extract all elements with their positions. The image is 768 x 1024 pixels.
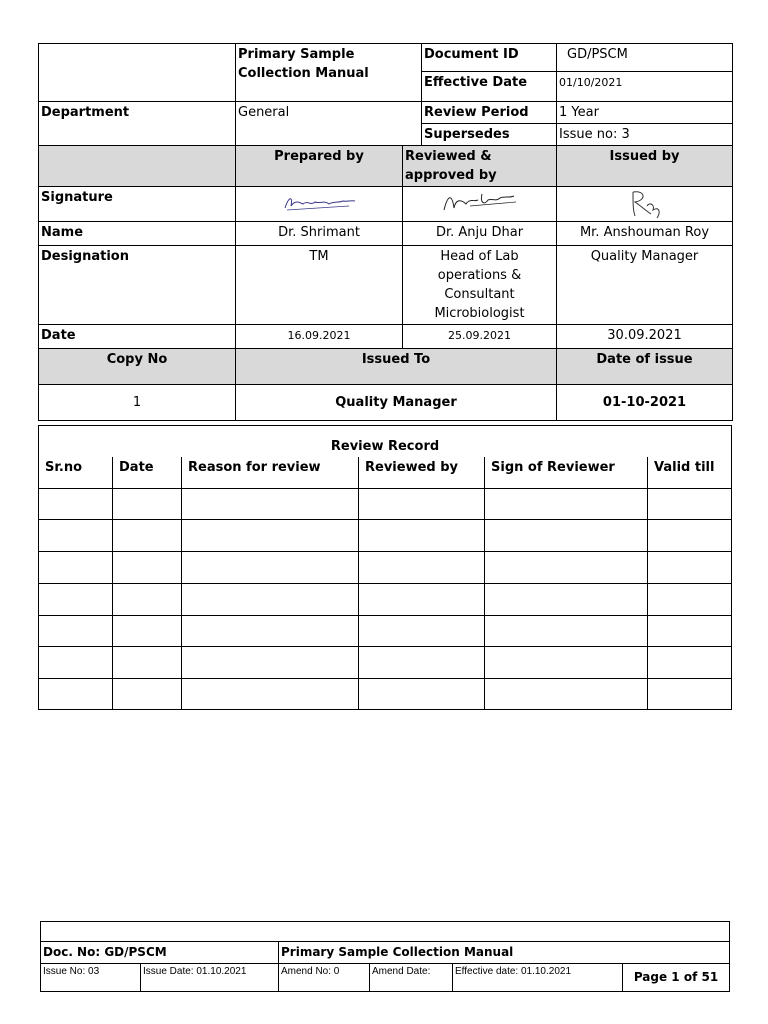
footer-doc-no: Doc. No: GD/PSCM [41, 942, 279, 964]
effective-date-value: 01/10/2021 [557, 72, 733, 102]
review-record-title: Review Record [39, 426, 732, 457]
signature-label: Signature [39, 187, 236, 222]
prepared-name: Dr. Shrimant [236, 222, 403, 246]
date-of-issue-header: Date of issue [557, 349, 733, 385]
document-id-value: GD/PSCM [557, 44, 733, 72]
col-sr-no: Sr.no [39, 457, 113, 489]
reviewed-name: Dr. Anju Dhar [403, 222, 557, 246]
issued-to-value: Quality Manager [236, 385, 557, 421]
footer-amend-no: Amend No: 0 [279, 964, 370, 992]
table-row [39, 647, 732, 679]
col-sign-of-reviewer: Sign of Reviewer [485, 457, 648, 489]
issued-date: 30.09.2021 [557, 325, 733, 349]
document-id-label: Document ID [422, 44, 557, 72]
blank-header-cell [39, 146, 236, 187]
prepared-designation: TM [236, 246, 403, 325]
signature-roy-image [625, 188, 665, 220]
logo-area [39, 44, 236, 102]
issued-name: Mr. Anshouman Roy [557, 222, 733, 246]
col-reason: Reason for review [182, 457, 359, 489]
review-record-header-row [39, 457, 732, 489]
table-row [39, 552, 732, 584]
signature-anju-dhar-image [440, 188, 520, 216]
copy-no-header: Copy No [39, 349, 236, 385]
issued-to-header: Issued To [236, 349, 557, 385]
issued-signature [557, 187, 733, 222]
footer-amend-date: Amend Date: [370, 964, 453, 992]
prepared-by-header: Prepared by [236, 146, 403, 187]
footer-issue-no: Issue No: 03 [41, 964, 141, 992]
issued-by-header: Issued by [557, 146, 733, 187]
document-control-table [38, 43, 733, 421]
col-valid-till: Valid till [648, 457, 732, 489]
table-row [39, 520, 732, 552]
date-of-issue-value: 01-10-2021 [557, 385, 733, 421]
designation-label: Designation [39, 246, 236, 325]
name-label: Name [39, 222, 236, 246]
table-row [39, 679, 732, 710]
footer-blank-row [41, 922, 730, 942]
department-value: General [236, 102, 422, 146]
reviewed-designation: Head of Lab operations & Consultant Microbiologist [403, 246, 557, 325]
reviewed-by-header: Reviewed & approved by [403, 146, 557, 187]
table-row [39, 489, 732, 520]
effective-date-label: Effective Date [422, 72, 557, 102]
col-date: Date [113, 457, 182, 489]
page-footer [40, 921, 730, 992]
issued-designation: Quality Manager [557, 246, 733, 325]
footer-effective-date: Effective date: 01.10.2021 [453, 964, 623, 992]
footer-title: Primary Sample Collection Manual [279, 942, 730, 964]
date-label: Date [39, 325, 236, 349]
copy-no-value: 1 [39, 385, 236, 421]
review-period-value: 1 Year [557, 102, 733, 124]
prepared-signature [236, 187, 403, 222]
reviewed-date: 25.09.2021 [403, 325, 557, 349]
table-row [39, 616, 732, 647]
prepared-date: 16.09.2021 [236, 325, 403, 349]
footer-issue-date: Issue Date: 01.10.2021 [141, 964, 279, 992]
supersedes-label: Supersedes [422, 124, 557, 146]
table-row [39, 584, 732, 616]
signature-shrimant-image [279, 188, 359, 216]
review-period-label: Review Period [422, 102, 557, 124]
review-record-table [38, 425, 732, 710]
col-reviewed-by: Reviewed by [359, 457, 485, 489]
document-title: Primary Sample Collection Manual [236, 44, 422, 102]
page-number: Page 1 of 51 [623, 964, 730, 992]
department-label: Department [39, 102, 236, 146]
reviewed-signature [403, 187, 557, 222]
supersedes-value: Issue no: 3 [557, 124, 733, 146]
